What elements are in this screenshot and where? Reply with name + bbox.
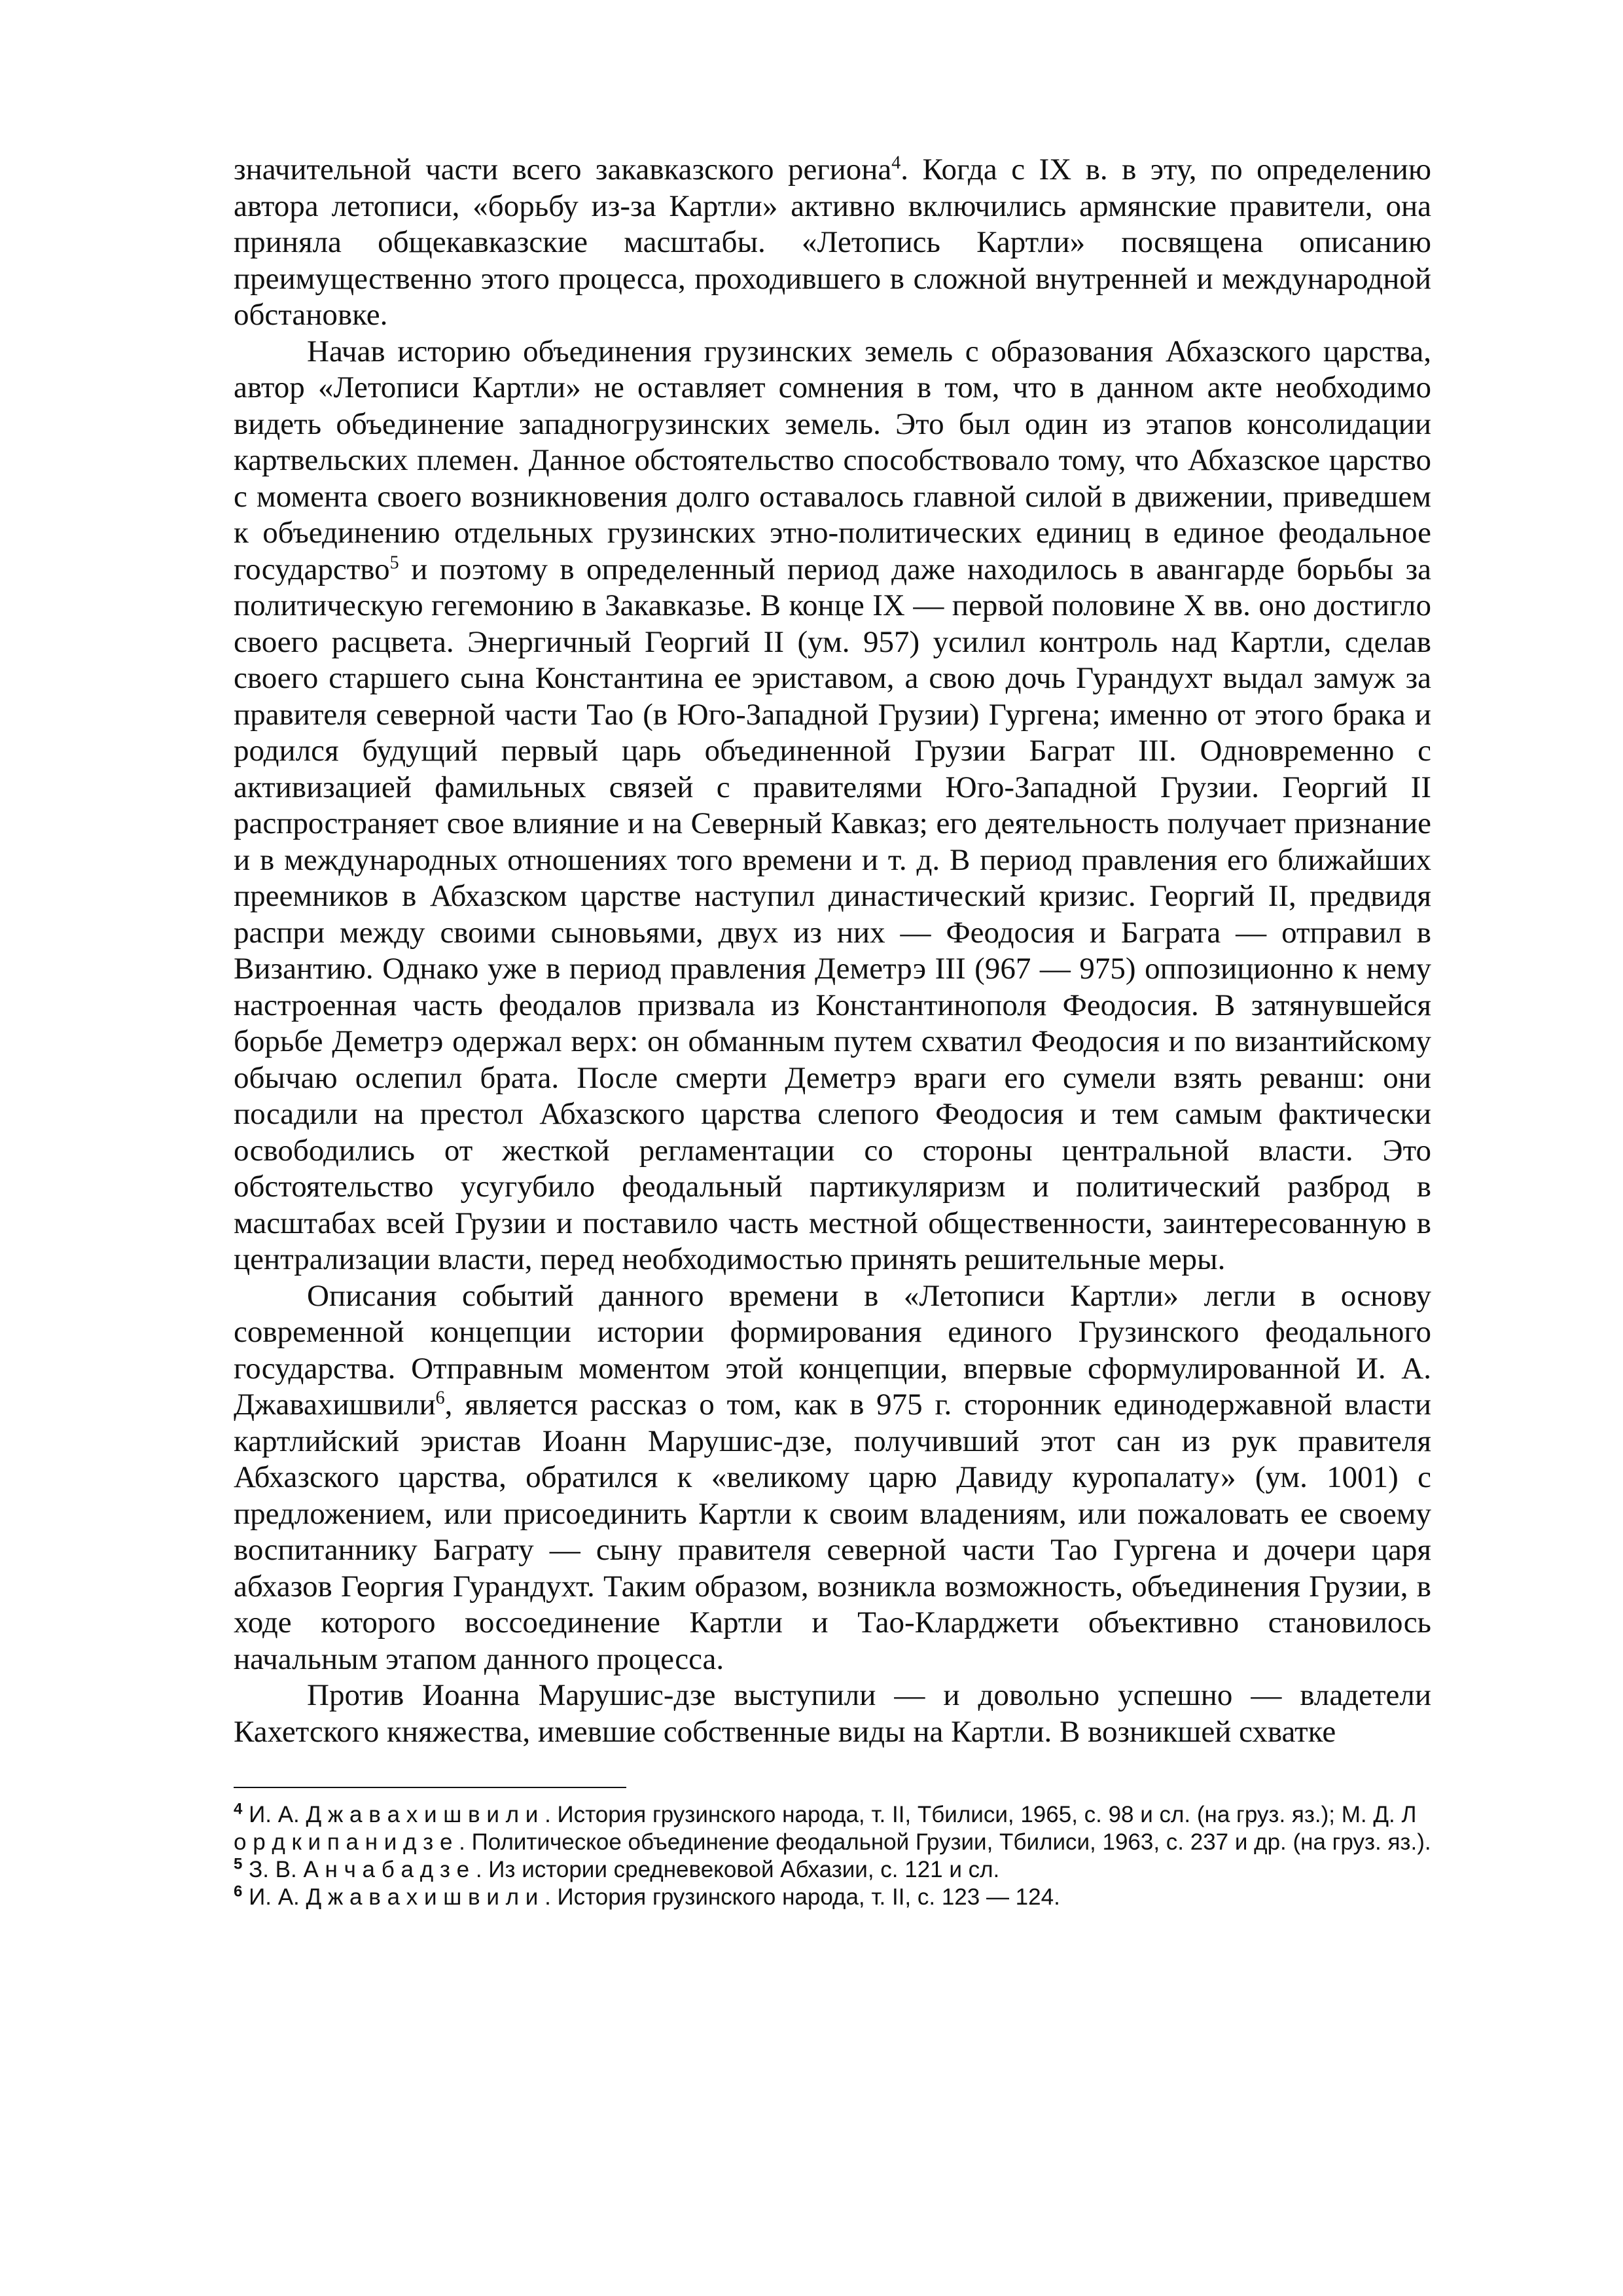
footnote-ref-5[interactable]: 5 [389,552,399,573]
text-run: и поэтому в определенный период даже находилось в авангарде борьбы за политическую гегемонию в Закавказье. В конце IX — первой половине X вв. оно достигло своего расцвета. Энергичный Георгий II (ум. 957) усилил контроль над Картли, сделав своего старшего сына Константина ее эриставом, а свою дочь Гурандухт выдал замуж за правителя северной части Тао (в Юго-Западной Грузии) Гургена; именно от этого брака и родился будущий первый царь объединенной Грузии Баграт III. Одновременно с активизацией фамильных связей с правителями Юго-Западной Грузии. Георгий II распространяет свое влияние и на Северный Кавказ; его деятельность получает признание и в международных отношениях того времени и т. д. В период правления его ближайших преемников в Абхазском царстве наступил династический кризис. Георгий II, предвидя распри между своими сыновьями, двух из них — Феодосия и Баграта — отправил в Византию. Однако уже в период правления Деметрэ III (967 — 975) оппозиционно к нему настроенная часть феодалов призвала из Константинополя Феодосия. В затянувшейся борьбе Деметрэ одержал верх: он обманным путем схватил Феодосия и по византийскому обычаю ослепил брата. После смерти Деметрэ враги его сумели взять реванш: они посадили на престол Абхазского царства слепого Феодосия и тем самым фактически освободились от жесткой регламентации со стороны центральной власти. Это обстоятельство усугубило феодальный партикуляризм и политический разброд в масштабах всей Грузии и поставило часть местной общественности, заинтересованную в централизации власти, перед необходимостью принять решительные меры. [234,552,1431,1276]
paragraph-2 [234,334,1431,1278]
footnote-ref-6[interactable]: 6 [435,1388,445,1408]
text-run: Против Иоанна Марушис-дзе выступили — и довольно успешно — владетели Кахетского княжества, имевшие собственные виды на Картли. В возникшей схватке [234,1678,1431,1749]
footnote-number: 4 [234,1800,243,1818]
body-text [234,152,1431,1750]
footnote-ref-4[interactable]: 4 [891,152,901,173]
footnote-separator [234,1787,626,1788]
footnotes [234,1801,1431,1911]
paragraph-1 [234,152,1431,334]
footnote-text: З. В. А н ч а б а д з е . Из истории средневековой Абхазии, с. 121 и сл. [249,1857,1000,1882]
text-run: , является рассказ о том, как в 975 г. сторонник единодержавной власти картлийский эристав Иоанн Марушис-дзе, получивший этот сан из рук правителя Абхазского царства, обратился к «великому царю Давиду куропалату» (ум. 1001) с предложением, или присоединить Картли к своим владениям, или пожаловать ее своему воспитаннику Баграту — сыну правителя северной части Тао Гургена и дочери царя абхазов Георгия Гурандухт. Таким образом, возникла возможность, объединения Грузии, в ходе которого воссоединение Картли и Тао-Кларджети объективно становилось начальным этапом данного процесса. [234,1388,1431,1676]
footnote-text: И. А. Д ж а в а х и ш в и л и . История грузинского народа, т. II, с. 123 — 124. [249,1884,1060,1910]
text-run: значительной части всего закавказского региона [234,152,892,187]
footnote-number: 6 [234,1882,243,1901]
footnote-4 [234,1801,1431,1856]
footnote-6 [234,1884,1431,1911]
text-run: Начав историю объединения грузинских земель с образования Абхазского царства, автор «Летописи Картли» не оставляет сомнения в том, что в данном акте необходимо видеть объединение западногрузинских земель. Это был один из этапов консолидации картвельских племен. Данное обстоятельство способствовало тому, что Абхазское царство с момента своего возникновения долго оставалось главной силой в движении, приведшем к объединению отдельных грузинских этно-политических единиц в единое феодальное государство [234,334,1431,586]
document-page [234,152,1431,2266]
footnote-number: 5 [234,1855,243,1873]
footnote-text: И. А. Д ж а в а х и ш в и л и . История грузинского народа, т. II, Тбилиси, 1965, с. 98 и сл. (на груз. яз.); М. Д. Л о р д к и п а н и д з е . Политическое объединение феодальной Грузии, Тбилиси, 1963, с. 237 и др. (на груз. яз.). [234,1802,1431,1855]
text-run: Описания событий данного времени в «Летописи Картли» легли в основу современной концепции истории формирования единого Грузинского феодального государства. Отправным моментом этой концепции, впервые сформулированной И. А. Джавахишвили [234,1278,1431,1422]
text-run: . Когда с IX в. в эту, по определению автора летописи, «борьбу из-за Картли» активно включились армянские правители, она приняла общекавказские масштабы. «Летопись Картли» посвящена описанию преимущественно этого процесса, проходившего в сложной внутренней и международной обстановке. [234,152,1431,332]
paragraph-4 [234,1677,1431,1750]
footnote-5 [234,1856,1431,1884]
paragraph-3 [234,1278,1431,1678]
